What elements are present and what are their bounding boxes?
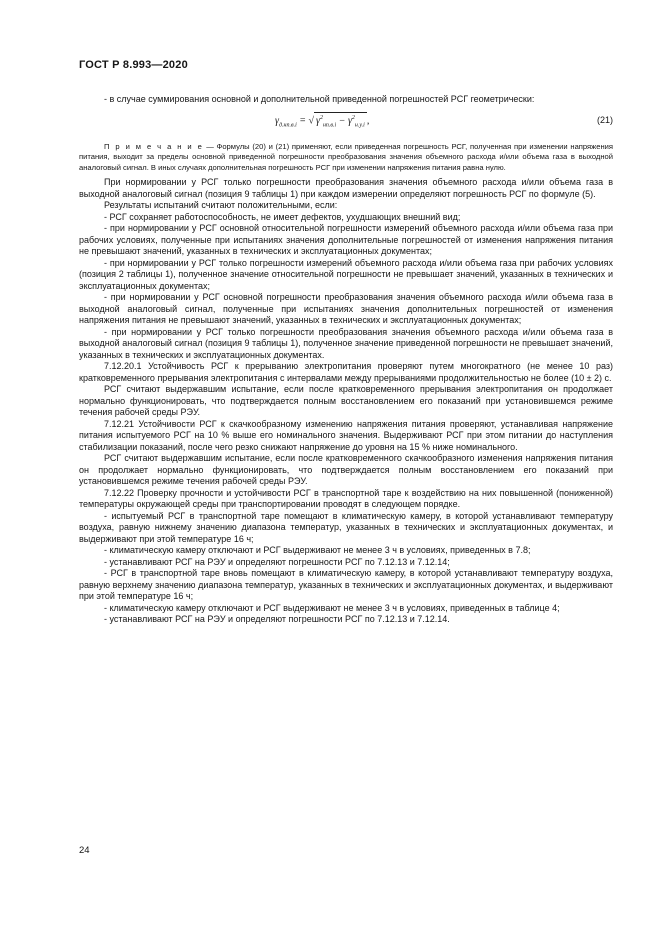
formula-expression: $\gamma_{д.нп.в.i}$ = √ $\gamma^2_{нп.в.i} - \gamma^2_{н.у.i}$ , bbox=[275, 112, 369, 132]
paragraph-intro: - в случае суммирования основной и дополнительной приведенной погрешностей РСГ геометрически: bbox=[104, 94, 535, 104]
list-item: - устанавливают РСГ на РЭУ и определяют погрешности РСГ по 7.12.13 и 7.12.14. bbox=[104, 614, 450, 624]
paragraph: РСГ считают выдержавшим испытание, если после кратковременного прерывания электропитания он продолжает нормально функционировать, что подтверждается полным восстановлением его показаний при установившемся режиме течения рабочей среды РЭУ. bbox=[79, 384, 613, 417]
list-item: - при нормировании у РСГ только погрешности преобразования значения объемного расхода и/или объема газа в выходной аналоговый сигнал (позиция 9 таблицы 1), полученное значение приведенной погрешности не превышает значений, указанных в технических и эксплуатационных документах. bbox=[79, 326, 613, 360]
paragraph-7-12-22: 7.12.22 Проверку прочности и устойчивости РСГ в транспортной таре к воздействию на них повышенной (пониженной) температуры окружающей среды при транспортировании проводят в следующем порядке. bbox=[79, 487, 613, 509]
list-item: - при нормировании у РСГ только погрешности измерений объемного расхода и/или объема газа при рабочих условиях (позиция 2 таблицы 1), полученное значение относительной погрешности не превышает значений, указанных в технических и эксплуатационных документах; bbox=[79, 257, 613, 291]
paragraph-7-12-21: 7.12.21 Устойчивости РСГ к скачкообразному изменению напряжения питания проверяют, устанавливая напряжение питания испытуемого РСГ на 10 % выше его номинального значения. Выдерживают РСГ при этом питании до наступления стабилизации показаний, после чего резко снижают напряжение до уровня на 15 % ниже номинального. bbox=[79, 418, 613, 452]
list-item: - климатическую камеру отключают и РСГ выдерживают не менее 3 ч в условиях, приведенных в 7.8; bbox=[104, 545, 531, 555]
note-text: — Формулы (20) и (21) применяют, если приведенная погрешность РСГ, полученная при изменении напряжения питания, выходит за пределы основной приведенной погрешности преобразования значения объемного расхода и/или объема газа в выходной аналоговый сигнал. В иных случаях дополнительная погрешность РСГ при изменении напряжения питания равна нулю. bbox=[79, 141, 614, 172]
list-item: - РСГ в транспортной таре вновь помещают в климатическую камеру, в которой устанавливают температуру воздуха, равную верхнему значению диапазона температур, указанных в технических и эксплуатационных документах, и выдерживают при этой температуре 16 ч; bbox=[79, 568, 613, 601]
note-paragraph bbox=[79, 142, 613, 174]
paragraph: Результаты испытаний считают положительными, если: bbox=[104, 200, 338, 210]
list-item: - РСГ сохраняет работоспособность, не имеет дефектов, ухудшающих внешний вид; bbox=[104, 211, 461, 222]
paragraph-7-12-20-1: 7.12.20.1 Устойчивость РСГ к прерыванию электропитания проверяют путем многократного (не менее 10 раз) кратковременного прерывания электропитания с интервалами между прерываниями продолжительностью не более (10 ± 2) с. bbox=[79, 361, 613, 383]
list-item: - климатическую камеру отключают и РСГ выдерживают не менее 3 ч в условиях, приведенных в таблице 4; bbox=[104, 602, 560, 613]
sqrt-sign: √ bbox=[308, 114, 314, 126]
formula-number: (21) bbox=[596, 114, 613, 125]
formula-21 bbox=[79, 110, 613, 136]
paragraph: РСГ считают выдержавшим испытание, если после кратковременного скачкообразного изменения напряжения питания он продолжает нормально функционировать, что подтверждается полным восстановлением его показаний при установившемся режиме течения рабочей среды РЭУ. bbox=[79, 453, 613, 486]
paragraph: При нормировании у РСГ только погрешности преобразования значения объемного расхода и/или объема газа в выходной аналоговый сигнал (позиция 9 таблицы 1) при каждом измерении определяют погрешность РСГ по формуле (5). bbox=[79, 177, 613, 199]
page-number: 24 bbox=[79, 845, 90, 856]
note-heading: П р и м е ч а н и е bbox=[104, 141, 204, 151]
list-item: - при нормировании у РСГ основной погрешности преобразования значения объемного расхода и/или объема газа в выходной аналоговый сигнал, полученные при испытаниях значения дополнительных погрешностей от изменения напряжения питания не превышают значений, указанных в технических и эксплуатационных документах; bbox=[79, 292, 613, 325]
list-item: - испытуемый РСГ в транспортной таре помещают в климатическую камеру, в которой устанавливают температуру воздуха, равную нижнему значению диапазона температур, указанных в технических и эксплуатационных документах, и выдерживают при этой температуре 16 ч; bbox=[79, 510, 613, 544]
document-header: ГОСТ Р 8.993—2020 bbox=[79, 59, 188, 71]
list-item: - при нормировании у РСГ основной относительной погрешности измерений объемного расхода и/или объема газа при рабочих условиях, полученные при испытаниях значения дополнительные погрешностей от изменения напряжения питания не превышают значений, указанных в технических и эксплуатационных документах; bbox=[79, 223, 613, 256]
sqrt-radicand: $\gamma^2_{нп.в.i} - \gamma^2_{н.у.i}$ bbox=[314, 112, 367, 132]
list-item: - устанавливают РСГ на РЭУ и определяют погрешности РСГ по 7.12.13 и 7.12.14; bbox=[104, 556, 450, 567]
document-body bbox=[79, 94, 613, 626]
